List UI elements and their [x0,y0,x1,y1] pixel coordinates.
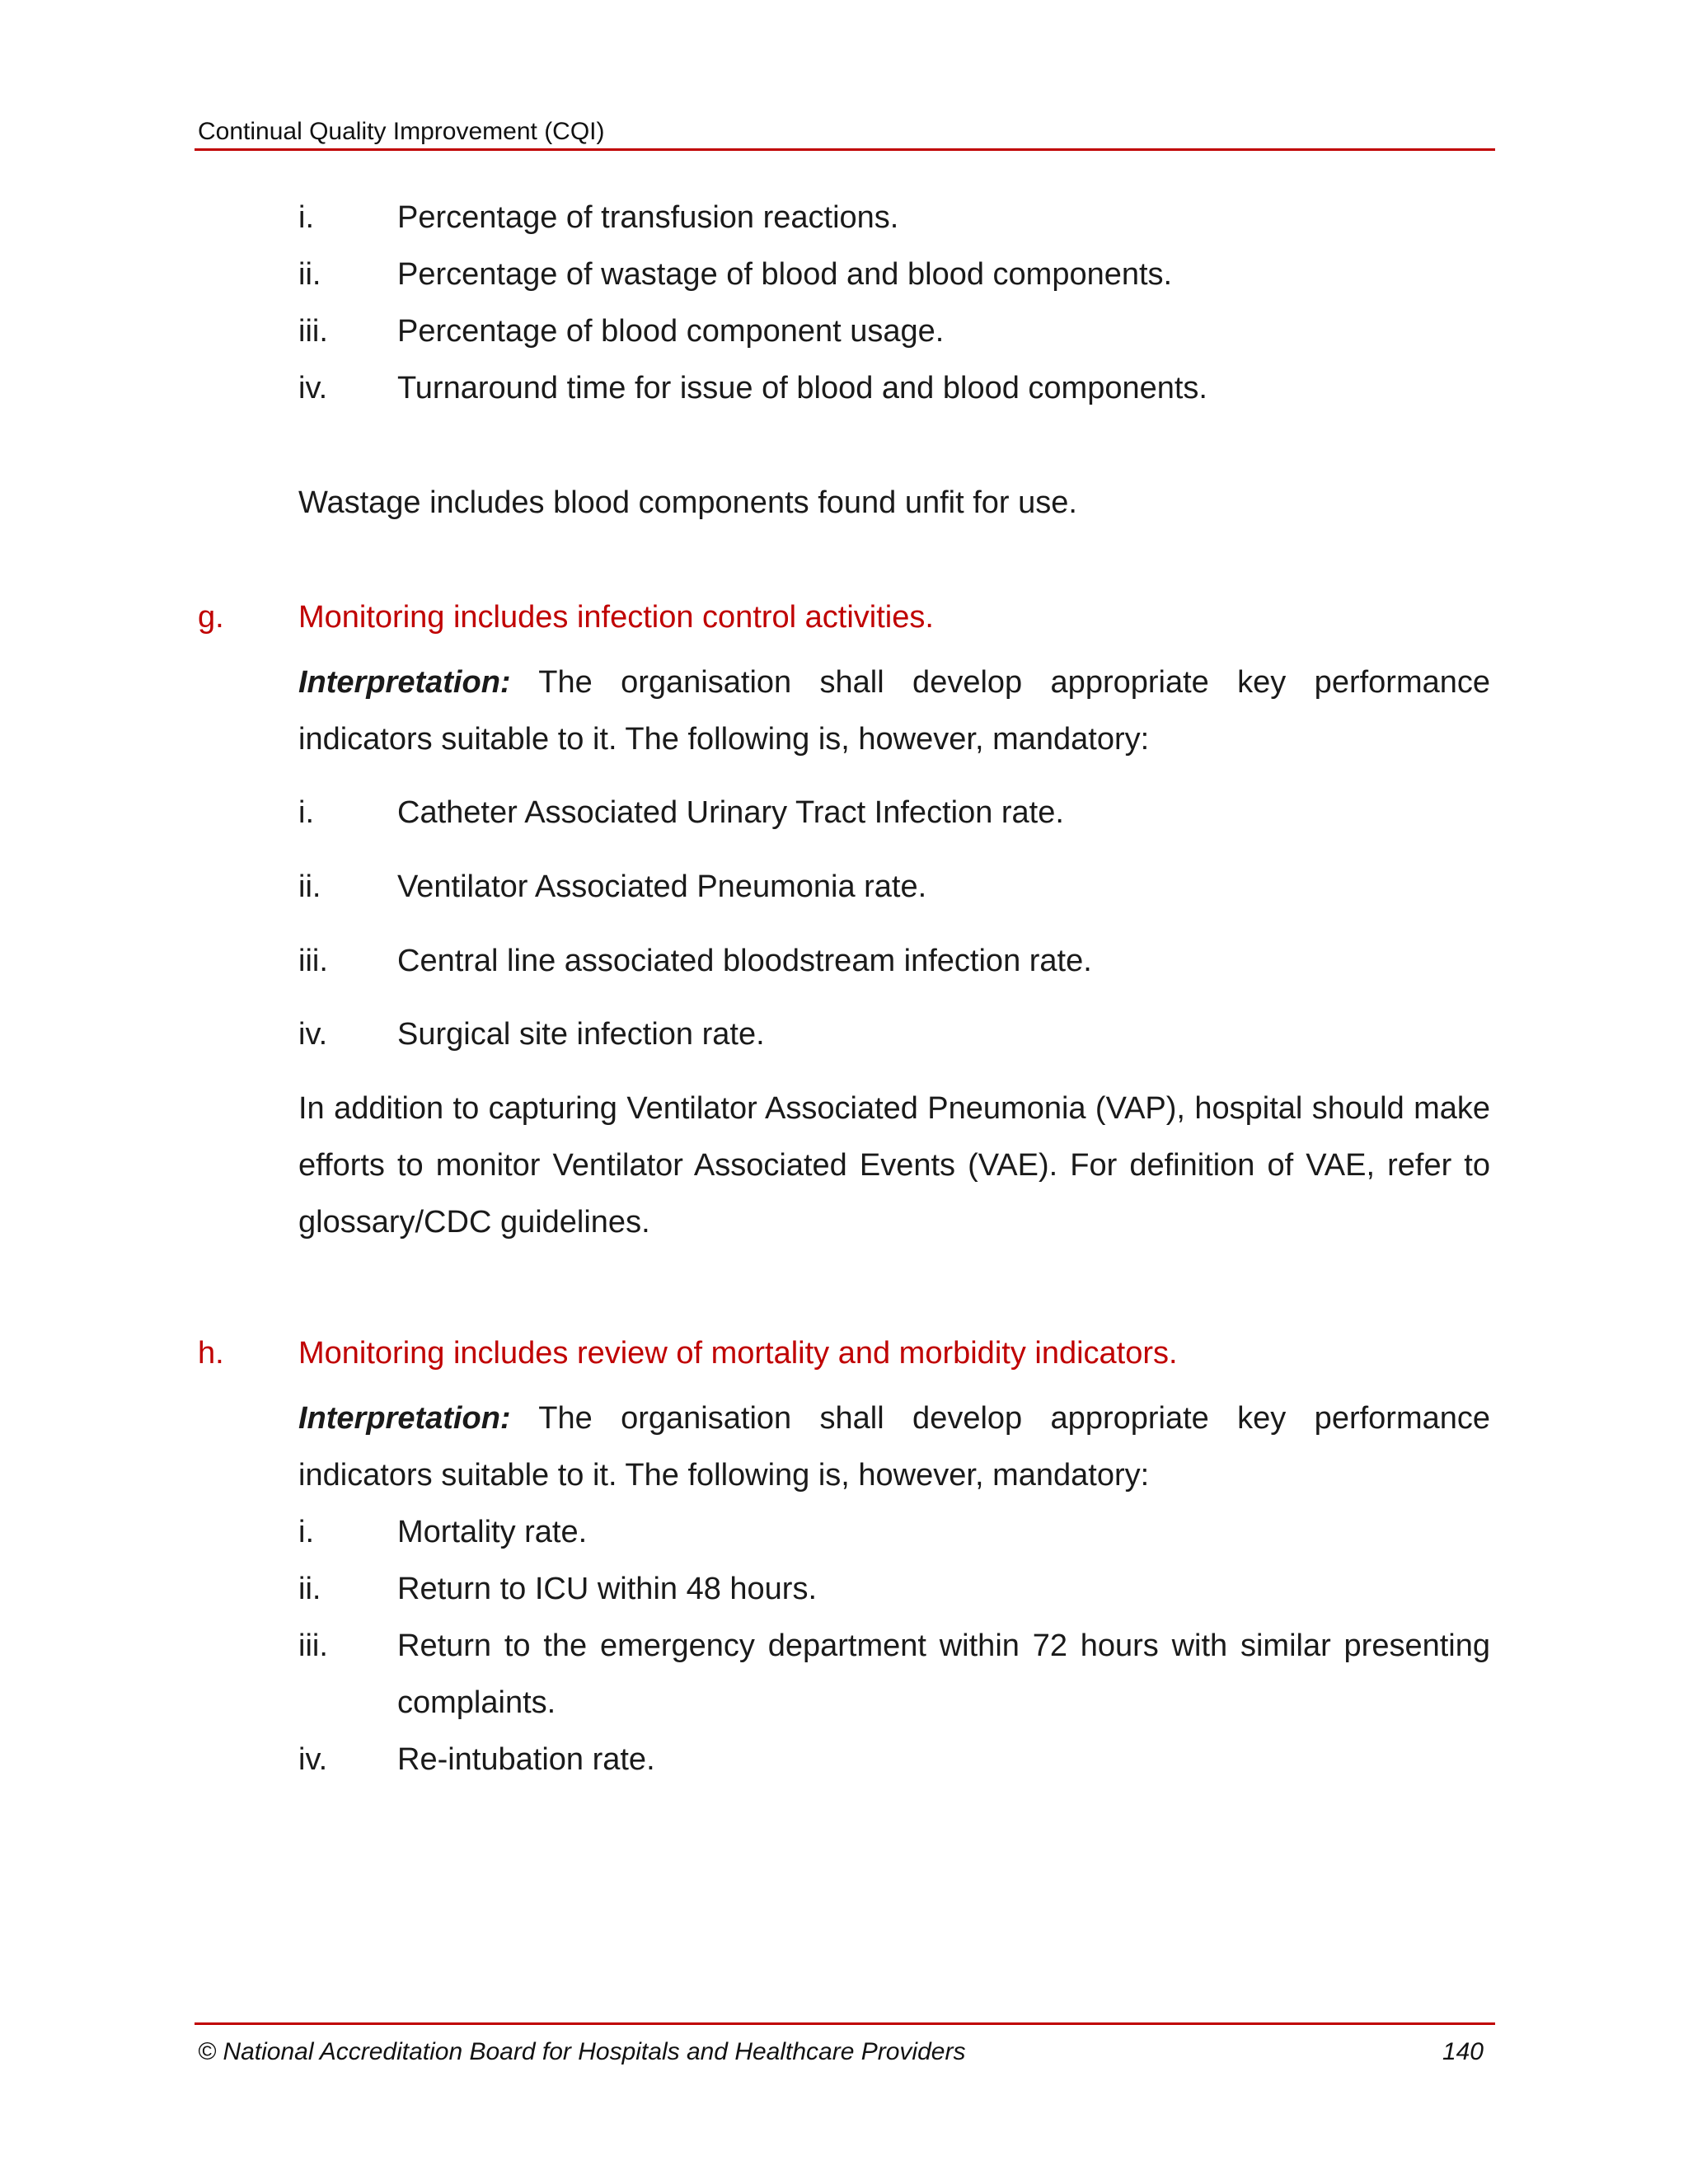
interpretation-label: Interpretation: [298,1401,511,1436]
list-item [298,360,1490,417]
section-h-interpretation [298,1390,1490,1504]
section-title: Monitoring includes review of mortality and morbidity indicators. [298,1336,1178,1371]
list-item [298,1618,1490,1732]
list-item-text: Re-intubation rate. [397,1742,655,1777]
interpretation-text: The organisation shall develop appropriate key performance indicators suitable to it. The following is, however, mandatory: [298,1401,1491,1493]
list-item-number: i. [298,1515,314,1549]
interpretation-label: Interpretation: [298,665,511,700]
list-item-number: iv. [298,371,328,405]
list-item-text: Ventilator Associated Pneumonia rate. [397,869,927,904]
footer-copyright: © National Accreditation Board for Hospitals and Healthcare Providers [198,2038,966,2065]
section-h-heading [198,1325,1492,1382]
interpretation-text: The organisation shall develop appropriate key performance indicators suitable to it. The following is, however, mandatory: [298,665,1491,757]
list-item-number: ii. [298,869,321,904]
list-item-number: i. [298,795,314,830]
list-item [298,859,1490,916]
list-item-number: ii. [298,257,321,292]
list-item-number: iii. [298,944,328,978]
list-item [298,1732,1490,1788]
list-item [298,785,1490,841]
list-item-text: Mortality rate. [397,1515,588,1549]
list-item-text: Return to ICU within 48 hours. [397,1572,818,1606]
list-item [298,303,1490,360]
list-item-number: iv. [298,1017,328,1052]
section-letter: h. [198,1336,224,1371]
list-item-text: Catheter Associated Urinary Tract Infection rate. [397,795,1064,830]
section-letter: g. [198,600,224,635]
list-item [298,1561,1490,1618]
list-item-text: Surgical site infection rate. [397,1017,765,1052]
list-item-text: Return to the emergency department within 72 hours with similar presenting complaints. [397,1629,1490,1720]
wastage-note: Wastage includes blood components found unfit for use. [298,485,1077,520]
page-number: 140 [1442,2038,1484,2065]
header-rule [195,148,1495,151]
list-item-number: iv. [298,1742,328,1777]
section-g-heading [198,589,1492,646]
section-title: Monitoring includes infection control activities. [298,600,934,635]
list-item [298,246,1490,303]
list-item-number: iii. [298,1629,328,1663]
list-item-number: iii. [298,314,328,349]
list-item [298,1006,1490,1063]
list-item [298,190,1490,246]
list-item-text: Percentage of wastage of blood and blood components. [397,257,1173,292]
list-item-number: ii. [298,1572,321,1606]
footer-rule [195,2022,1495,2025]
running-header: Continual Quality Improvement (CQI) [198,118,605,145]
section-g-interpretation [298,654,1490,768]
list-item-number: i. [298,200,314,235]
list-item-text: Percentage of transfusion reactions. [397,200,899,235]
list-item-text: Percentage of blood component usage. [397,314,945,349]
list-item [298,1504,1490,1561]
vae-note: In addition to capturing Ventilator Associated Pneumonia (VAP), hospital should make efforts to monitor Ventilator Associated Events (VAE). For definition of VAE, refer to glossary/CDC guidelines. [298,1091,1490,1240]
list-item [298,933,1490,990]
list-item-text: Central line associated bloodstream infection rate. [397,944,1092,978]
list-item-text: Turnaround time for issue of blood and blood components. [397,371,1207,405]
